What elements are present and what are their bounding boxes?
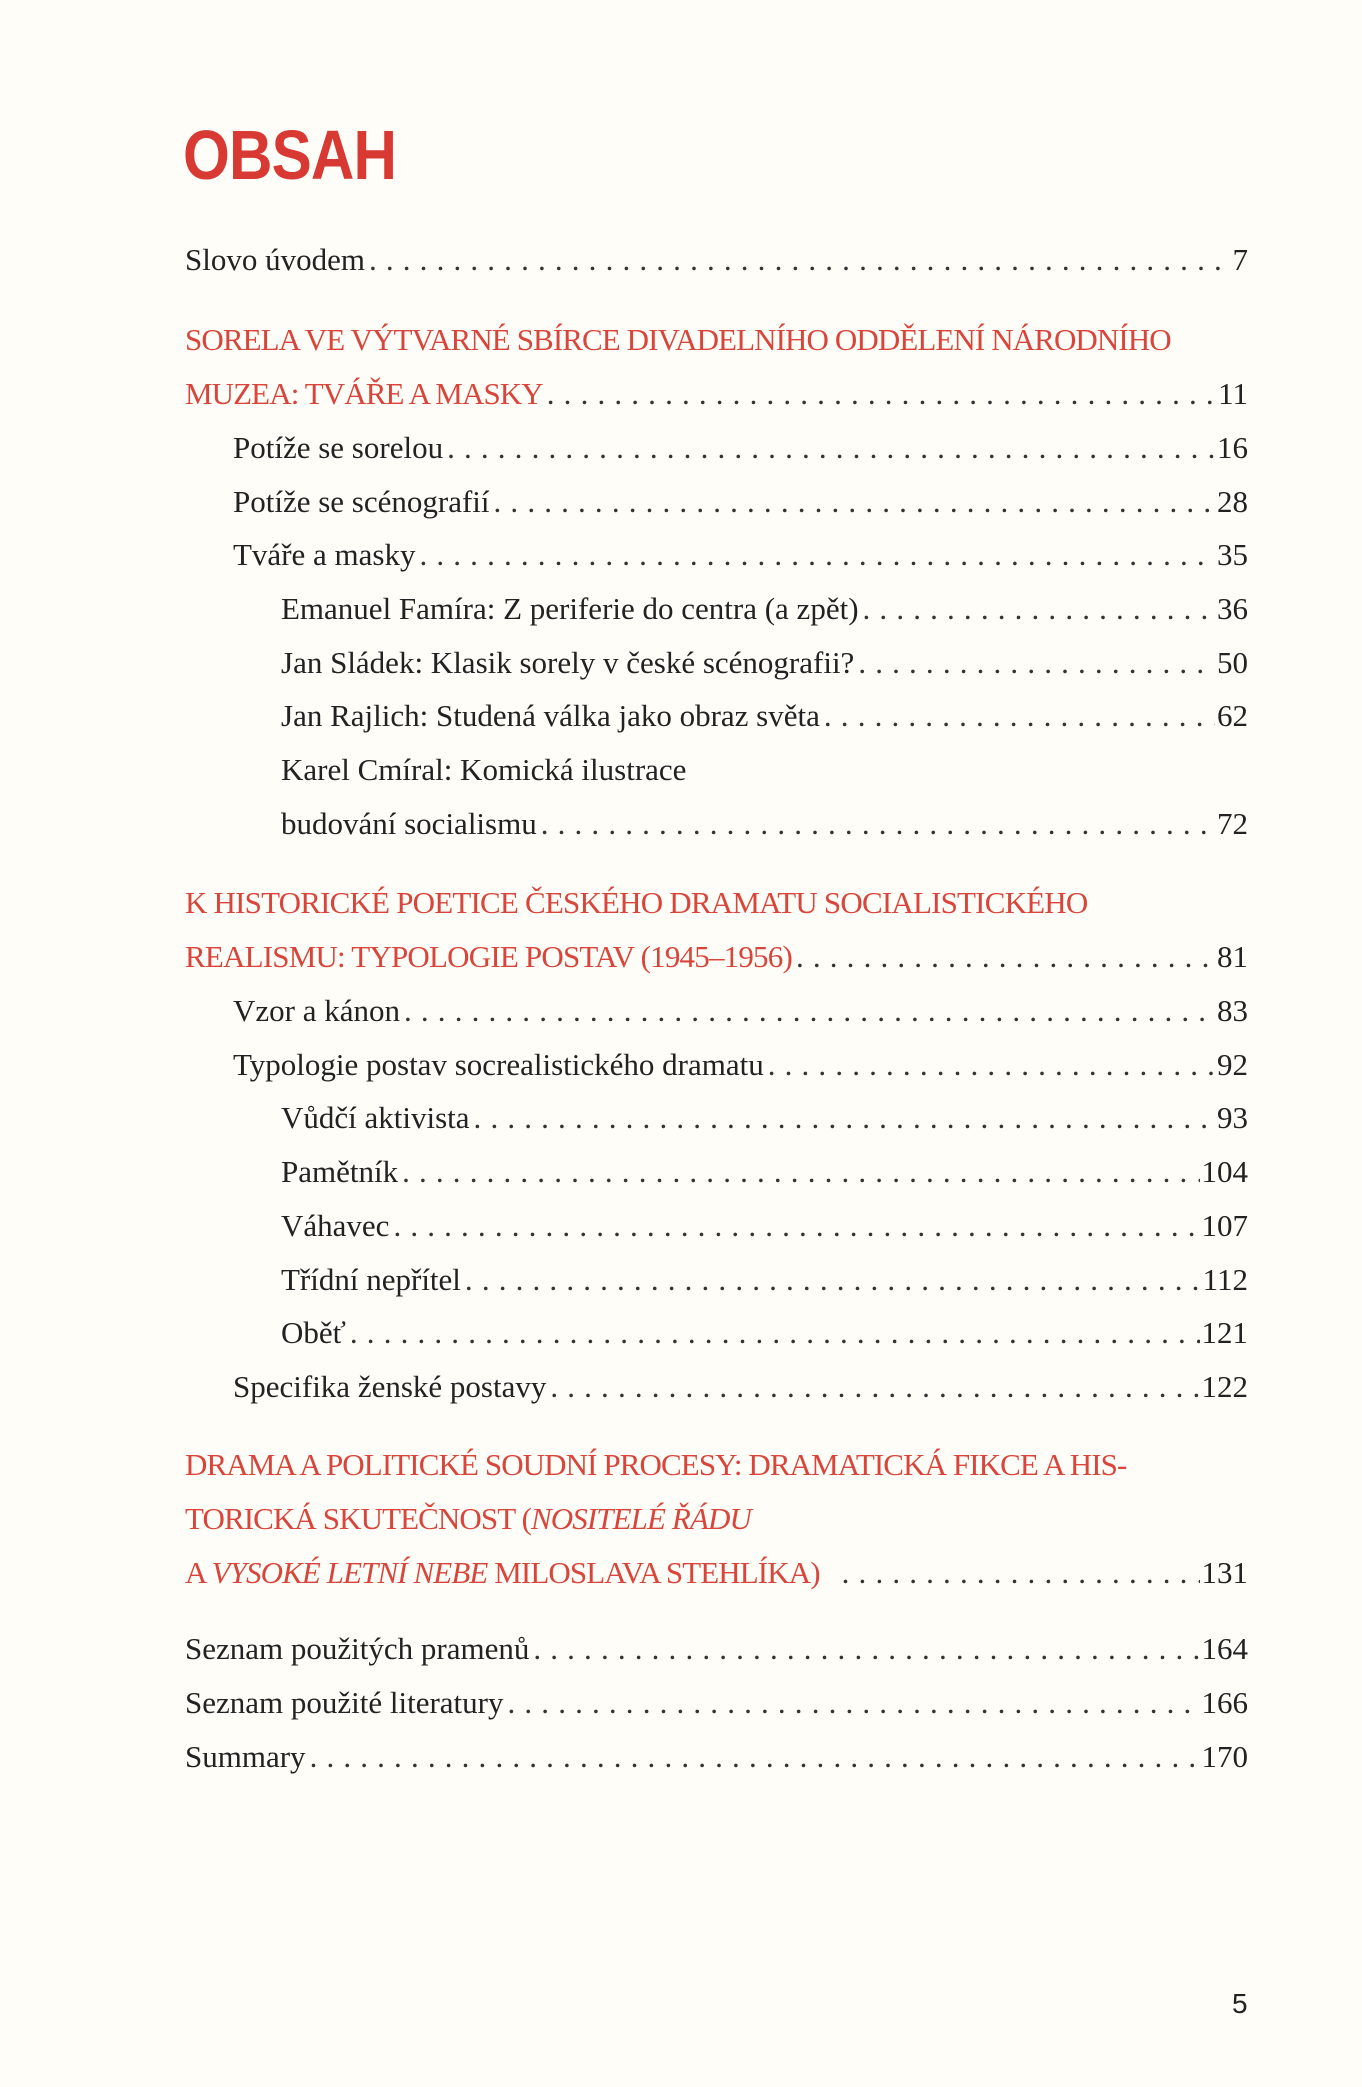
- toc-page-number: 16: [1217, 430, 1248, 465]
- leader-dots: [796, 937, 1215, 977]
- toc-entry-label: Potíže se scénografií: [233, 484, 490, 519]
- toc-entry-label: Seznam použité literatury: [185, 1685, 504, 1720]
- leader-dots: [541, 804, 1215, 844]
- toc-section-label-line3: [185, 1553, 820, 1593]
- toc-entry[interactable]: [185, 1629, 1248, 1669]
- toc-section-label-line2: MUZEA: TVÁŘE A MASKY: [185, 376, 543, 411]
- toc-entry-label: Váhavec: [281, 1208, 390, 1243]
- toc-page-number: 50: [1217, 645, 1248, 680]
- leader-dots: [404, 991, 1215, 1031]
- leader-dots: [393, 1206, 1199, 1246]
- leader-dots: [863, 589, 1215, 629]
- page-title: OBSAH: [183, 116, 397, 194]
- toc-entry-label: Oběť: [281, 1315, 346, 1350]
- toc-entry-continued[interactable]: [281, 750, 1248, 790]
- toc-entry[interactable]: [281, 1206, 1248, 1246]
- leader-dots: [824, 696, 1215, 736]
- toc-entry[interactable]: [233, 482, 1248, 522]
- toc-page-number: 131: [1201, 1555, 1248, 1590]
- toc-entry[interactable]: [233, 428, 1248, 468]
- toc-page-number: 72: [1217, 806, 1248, 841]
- toc-entry[interactable]: [233, 1367, 1248, 1407]
- toc-section-label-line3-c: MILOSLAVA STEHLÍKA): [487, 1555, 820, 1590]
- toc-entry[interactable]: [233, 535, 1248, 575]
- toc-section-label-line1: DRAMA A POLITICKÉ SOUDNÍ PROCESY: DRAMATICKÁ FIKCE A HIS-: [185, 1447, 1127, 1482]
- toc-section-label-line1: K HISTORICKÉ POETICE ČESKÉHO DRAMATU SOCIALISTICKÉHO: [185, 885, 1088, 920]
- toc-entry[interactable]: [185, 374, 1248, 414]
- toc-section-label-line2: [185, 1499, 751, 1539]
- toc-entry-label: Jan Sládek: Klasik sorely v české scénografii?: [281, 645, 855, 680]
- toc-entry-label: Tváře a masky: [233, 537, 416, 572]
- leader-dots: [842, 1553, 1200, 1593]
- toc-entry[interactable]: [281, 1098, 1248, 1138]
- toc-page-number: 112: [1202, 1262, 1248, 1297]
- toc-page-number: 170: [1201, 1739, 1248, 1774]
- toc-entry[interactable]: [185, 1737, 1248, 1777]
- leader-dots: [533, 1629, 1199, 1669]
- toc-entry-label: Seznam použitých pramenů: [185, 1631, 530, 1666]
- toc-entry-label: Specifika ženské postavy: [233, 1369, 547, 1404]
- leader-dots: [402, 1152, 1199, 1192]
- toc-section-heading[interactable]: [185, 883, 1248, 923]
- leader-dots: [768, 1045, 1215, 1085]
- toc-page-number: 121: [1201, 1315, 1248, 1350]
- toc-page-number: 7: [1232, 242, 1248, 277]
- toc-page-number: 122: [1201, 1369, 1248, 1404]
- toc-entry-label: Třídní nepřítel: [281, 1262, 461, 1297]
- leader-dots: [547, 374, 1216, 414]
- toc-page-number: 62: [1217, 698, 1248, 733]
- toc-entry[interactable]: [281, 1260, 1248, 1300]
- toc-entry-label: Potíže se sorelou: [233, 430, 444, 465]
- toc-entry[interactable]: [233, 1045, 1248, 1085]
- leader-dots: [474, 1098, 1215, 1138]
- toc-entry[interactable]: [185, 937, 1248, 977]
- leader-dots: [447, 428, 1215, 468]
- leader-dots: [550, 1367, 1199, 1407]
- toc-entry[interactable]: [281, 804, 1248, 844]
- toc-page-number: 93: [1217, 1100, 1248, 1135]
- toc-entry[interactable]: [185, 1553, 1248, 1593]
- toc-page-number: 166: [1201, 1685, 1248, 1720]
- leader-dots: [310, 1737, 1200, 1777]
- toc-entry-label-line1: Karel Cmíral: Komická ilustrace: [281, 752, 687, 787]
- toc-entry-label-line2: budování socialismu: [281, 806, 537, 841]
- page-number: 5: [1232, 1988, 1248, 2019]
- toc-section-heading-continued[interactable]: [185, 1499, 1248, 1539]
- toc-page-number: 28: [1217, 484, 1248, 519]
- toc-entry-label: Jan Rajlich: Studená válka jako obraz světa: [281, 698, 820, 733]
- toc-section-label-line3-a: A: [185, 1555, 212, 1590]
- toc-entry-label: Emanuel Famíra: Z periferie do centra (a zpět): [281, 591, 859, 626]
- toc-entry[interactable]: [281, 643, 1248, 683]
- toc-section-label-line2: REALISMU: TYPOLOGIE POSTAV (1945–1956): [185, 939, 792, 974]
- toc-section-label-line2-italic: NOSITELÉ ŘÁDU: [531, 1501, 751, 1536]
- leader-dots: [419, 535, 1215, 575]
- toc-section-heading[interactable]: [185, 1445, 1248, 1485]
- toc-page-number: 164: [1201, 1631, 1248, 1666]
- toc-entry-label: Summary: [185, 1739, 306, 1774]
- toc-entry[interactable]: [185, 1683, 1248, 1723]
- toc-entry[interactable]: [281, 1152, 1248, 1192]
- toc-page-number: 92: [1217, 1047, 1248, 1082]
- toc-entry-label: Vzor a kánon: [233, 993, 400, 1028]
- toc-entry[interactable]: [281, 1313, 1248, 1353]
- leader-dots: [465, 1260, 1201, 1300]
- toc-page-number: 36: [1217, 591, 1248, 626]
- toc-section-heading[interactable]: [185, 320, 1248, 360]
- toc-entry[interactable]: [233, 991, 1248, 1031]
- toc-page-number: 81: [1217, 939, 1248, 974]
- toc-page-number: 83: [1217, 993, 1248, 1028]
- toc-page-number: 107: [1201, 1208, 1248, 1243]
- toc-entry-label: Typologie postav socrealistického dramatu: [233, 1047, 764, 1082]
- toc-entry[interactable]: [281, 696, 1248, 736]
- leader-dots: [508, 1683, 1200, 1723]
- toc-section-label-line3-italic: VYSOKÉ LETNÍ NEBE: [211, 1555, 488, 1590]
- toc-section-label-line2-a: TORICKÁ SKUTEČNOST (: [185, 1501, 531, 1536]
- toc-entry[interactable]: [281, 589, 1248, 629]
- toc-entry-label: Pamětník: [281, 1154, 399, 1189]
- leader-dots: [494, 482, 1215, 522]
- toc-page-number: 104: [1201, 1154, 1248, 1189]
- toc-entry-label: Vůdčí aktivista: [281, 1100, 470, 1135]
- leader-dots: [350, 1313, 1200, 1353]
- leader-dots: [369, 240, 1231, 280]
- toc-section-label-line1: SORELA VE VÝTVARNÉ SBÍRCE DIVADELNÍHO ODDĚLENÍ NÁRODNÍHO: [185, 322, 1171, 357]
- toc-entry[interactable]: [185, 240, 1248, 280]
- toc-page-number: 35: [1217, 537, 1248, 572]
- leader-dots: [858, 643, 1215, 683]
- toc-page-number: 11: [1218, 376, 1248, 411]
- toc-entry-label: Slovo úvodem: [185, 242, 365, 277]
